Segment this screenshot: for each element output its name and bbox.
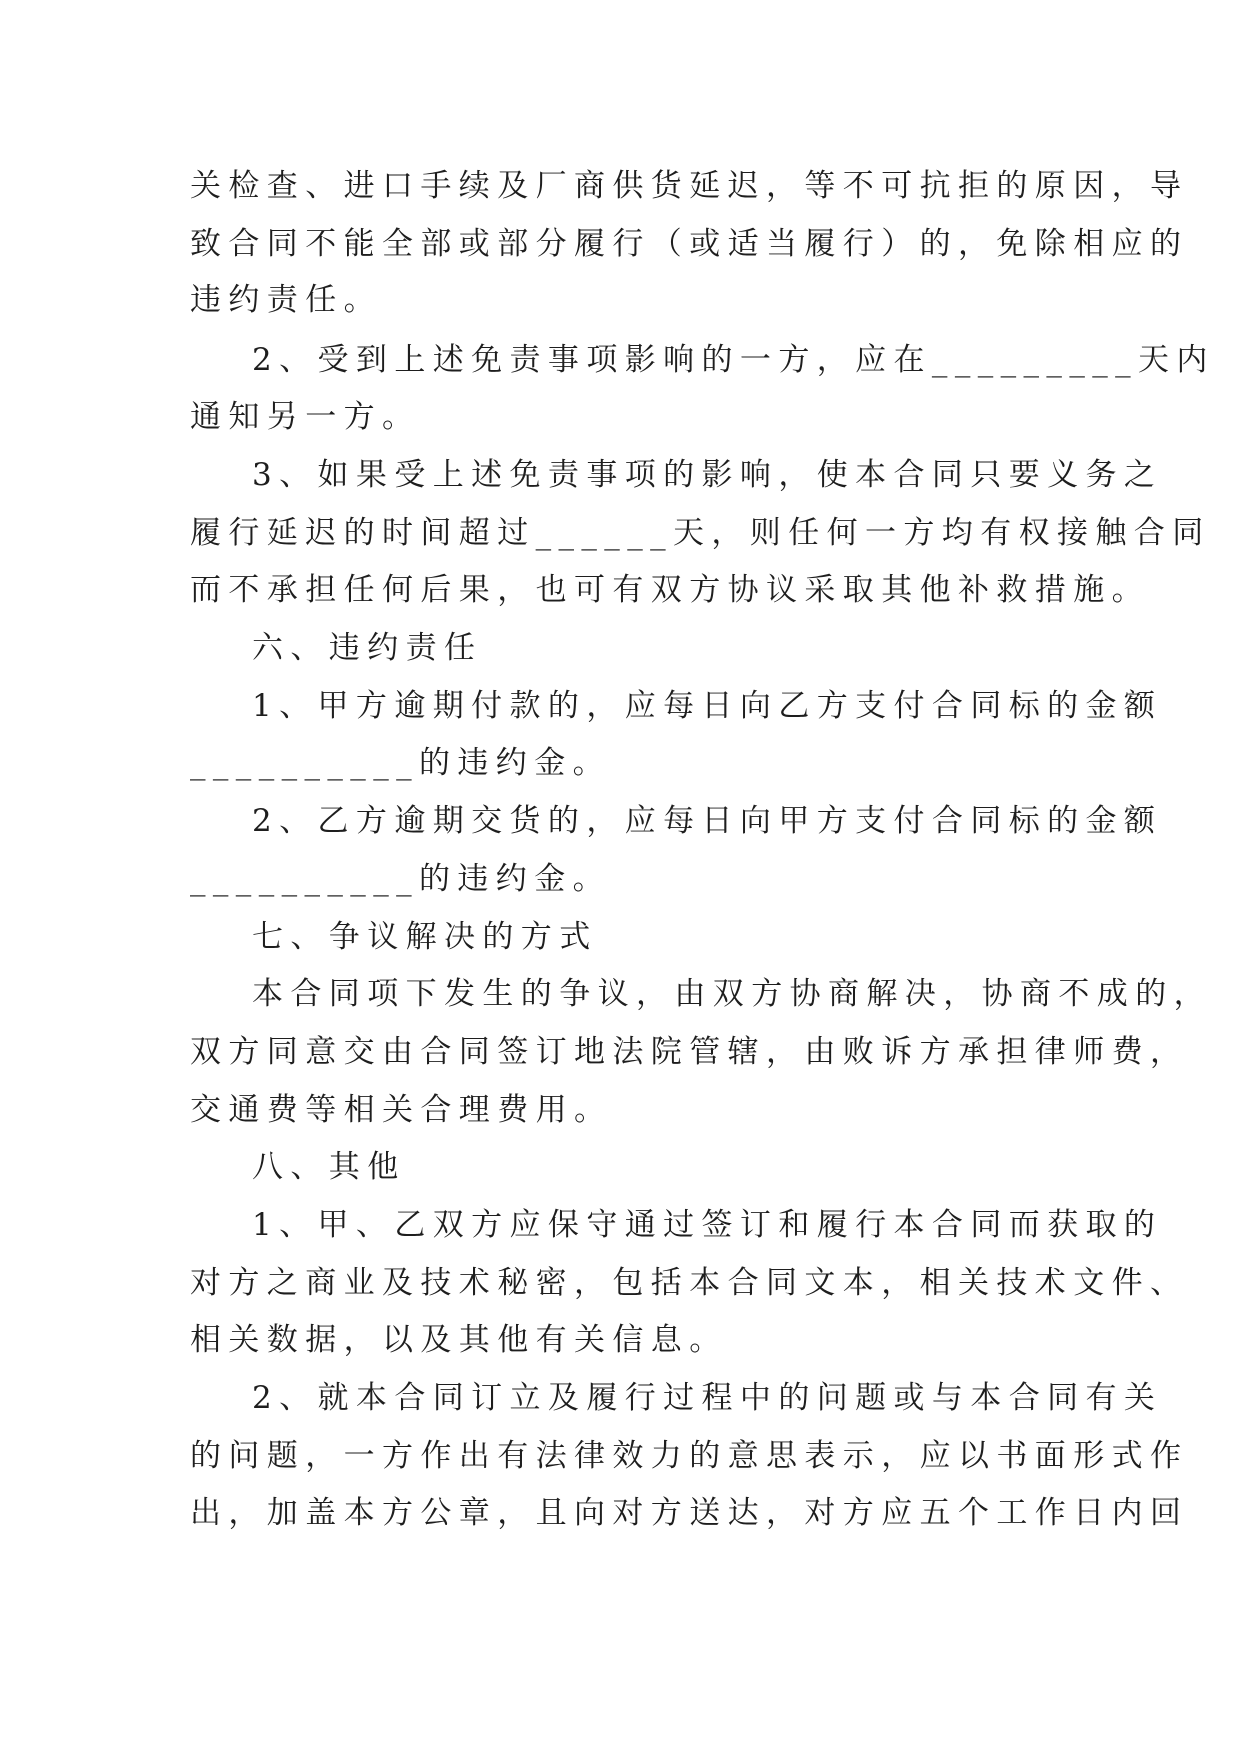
text-line: 1、甲方逾期付款的，应每日向乙方支付合同标的金额 [252,688,1163,724]
text-line: 2、乙方逾期交货的，应每日向甲方支付合同标的金额 [252,803,1163,839]
text-line: __________的违约金。 [190,745,611,781]
section-heading: 六、违约责任 [252,630,483,666]
text-line: 关检查、进口手续及厂商供货延迟，等不可抗拒的原因，导 [190,168,1189,204]
section-heading: 七、争议解决的方式 [252,919,598,955]
section-heading: 八、其他 [252,1149,406,1185]
text-line: __________的违约金。 [190,861,611,897]
text-line: 3、如果受上述免责事项的影响，使本合同只要义务之 [252,457,1163,493]
text-line: 通知另一方。 [190,399,421,435]
text-line: 交通费等相关合理费用。 [190,1092,613,1128]
text-line: 履行延迟的时间超过______天，则任何一方均有权接触合同 [190,515,1211,551]
text-line: 的问题，一方作出有法律效力的意思表示，应以书面形式作 [190,1438,1189,1474]
text-line: 违约责任。 [190,282,382,318]
text-line: 对方之商业及技术秘密，包括本合同文本，相关技术文件、 [190,1265,1189,1301]
text-line: 双方同意交由合同签订地法院管辖，由败诉方承担律师费， [190,1034,1189,1070]
text-line: 本合同项下发生的争议，由双方协商解决，协商不成的， [252,976,1212,1012]
text-line: 2、受到上述免责事项影响的一方，应在_________天内 [252,342,1215,378]
text-line: 1、甲、乙双方应保守通过签订和履行本合同而获取的 [252,1207,1163,1243]
text-line: 出，加盖本方公章，且向对方送达，对方应五个工作日内回 [190,1495,1189,1531]
text-line: 相关数据，以及其他有关信息。 [190,1322,728,1358]
text-line: 而不承担任何后果，也可有双方协议采取其他补救措施。 [190,572,1150,608]
text-line: 致合同不能全部或部分履行（或适当履行）的，免除相应的 [190,226,1189,262]
text-line: 2、就本合同订立及履行过程中的问题或与本合同有关 [252,1380,1163,1416]
